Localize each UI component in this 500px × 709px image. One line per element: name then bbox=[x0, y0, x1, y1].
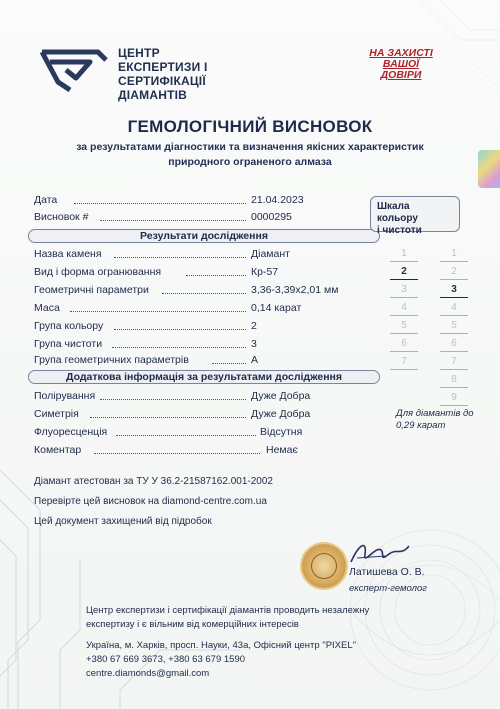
scale-title-line1: Шкала кольору bbox=[377, 201, 418, 224]
field-label: Група геометричних параметрів bbox=[34, 354, 189, 366]
field-value: Відсутня bbox=[260, 426, 303, 438]
org-name-line2: ЕКСПЕРТИЗИ І СЕРТИФІКАЦІЇ bbox=[118, 60, 208, 88]
result-row-geometry-group bbox=[34, 354, 364, 368]
field-label: Геометричні параметри bbox=[34, 284, 149, 296]
result-row-color-group bbox=[34, 320, 364, 334]
dotted-leader bbox=[94, 453, 260, 454]
color-grade-3: 3 bbox=[390, 284, 418, 298]
dotted-leader bbox=[112, 347, 246, 348]
additional-row-symmetry bbox=[34, 408, 364, 422]
clarity-grade-8: 8 bbox=[440, 374, 468, 388]
subtitle-line1: за результатами діагностики та визначення якісних характеристик bbox=[76, 141, 424, 153]
field-label: Назва каменя bbox=[34, 248, 102, 260]
result-row-cut bbox=[34, 266, 364, 280]
field-label: Висновок # bbox=[34, 211, 89, 223]
dotted-leader bbox=[70, 311, 246, 312]
result-row-stone-name bbox=[34, 248, 364, 262]
color-grade-5: 5 bbox=[390, 320, 418, 334]
field-row-date bbox=[34, 194, 364, 208]
field-label: Група чистоти bbox=[34, 338, 103, 350]
result-row-clarity-group bbox=[34, 338, 364, 352]
field-value: 0,14 карат bbox=[251, 302, 302, 314]
color-grade-7: 7 bbox=[390, 356, 418, 370]
field-label: Симетрія bbox=[34, 408, 79, 420]
result-row-mass bbox=[34, 302, 364, 316]
field-value: 3,36-3,39x2,01 мм bbox=[251, 284, 339, 296]
dotted-leader bbox=[186, 275, 246, 276]
badge-line2: ВАШОЇ bbox=[382, 58, 420, 70]
grade-scale-header bbox=[370, 196, 460, 236]
field-label: Полірування bbox=[34, 390, 96, 402]
dotted-leader bbox=[162, 293, 246, 294]
field-value: Дуже Добра bbox=[251, 390, 311, 402]
dotted-leader bbox=[114, 257, 246, 258]
footer-phones: +380 67 669 3673, +380 63 679 1590 bbox=[86, 654, 246, 665]
dotted-leader bbox=[212, 363, 246, 364]
clarity-grade-3: 3 bbox=[440, 284, 468, 298]
field-value: Дуже Добра bbox=[251, 408, 311, 420]
additional-section-header: Додаткова інформація за результатами дослідження bbox=[28, 370, 380, 384]
color-grade-4: 4 bbox=[390, 302, 418, 316]
field-value: 3 bbox=[251, 338, 257, 350]
protection-badge bbox=[356, 48, 446, 81]
org-name-line1: ЦЕНТР bbox=[118, 46, 160, 60]
footer-address: Україна, м. Харків, просп. Науки, 43а, Офісний центр "PIXEL" bbox=[86, 640, 357, 651]
field-value: Немає bbox=[266, 444, 298, 456]
official-seal bbox=[302, 544, 346, 588]
dotted-leader bbox=[74, 203, 246, 204]
footer-statement-line1: Центр експертизи і сертифікації діамантів проводить незалежну bbox=[86, 605, 370, 616]
field-label: Флуоресценція bbox=[34, 426, 108, 438]
signer-role: експерт-гемолог bbox=[349, 583, 427, 594]
result-row-geometry bbox=[34, 284, 364, 298]
field-label: Вид і форма огранювання bbox=[34, 266, 162, 278]
color-grade-1: 1 bbox=[390, 248, 418, 262]
results-section-header: Результати дослідження bbox=[28, 229, 380, 243]
signer-name: Латишева О. В. bbox=[349, 566, 425, 578]
certification-note: Діамант атестован за ТУ У 36.2-21587162.001-2002 bbox=[34, 476, 273, 487]
dotted-leader bbox=[114, 329, 246, 330]
footer-statement-line2: експертизу і є вільним від комерційних інтересів bbox=[86, 619, 299, 630]
clarity-grade-7: 7 bbox=[440, 356, 468, 370]
field-label: Маса bbox=[34, 302, 60, 314]
clarity-grade-5: 5 bbox=[440, 320, 468, 334]
subtitle-line2: природного ограненого алмаза bbox=[168, 156, 332, 168]
dotted-leader bbox=[116, 435, 256, 436]
scale-title-line2: і чистоти bbox=[377, 225, 422, 236]
organization-name bbox=[118, 46, 296, 102]
field-value: А bbox=[251, 354, 259, 366]
color-grade-6: 6 bbox=[390, 338, 418, 352]
field-value: Кр-57 bbox=[251, 266, 279, 278]
protection-note: Цей документ захищений від підробок bbox=[34, 516, 212, 527]
clarity-grade-2: 2 bbox=[440, 266, 468, 280]
field-label: Група кольору bbox=[34, 320, 104, 332]
org-name-line3: ДІАМАНТІВ bbox=[118, 88, 188, 102]
signature-graphic bbox=[345, 536, 415, 570]
clarity-grade-6: 6 bbox=[440, 338, 468, 352]
document-title: ГЕМОЛОГІЧНИЙ ВИСНОВОК bbox=[127, 117, 373, 136]
field-value: 2 bbox=[251, 320, 257, 332]
additional-row-comment bbox=[34, 444, 364, 458]
clarity-grade-1: 1 bbox=[440, 248, 468, 262]
dotted-leader bbox=[100, 220, 246, 221]
document-subtitle bbox=[30, 140, 470, 170]
verify-note: Перевірте цей висновок на diamond-centre.com.ua bbox=[34, 496, 267, 507]
scale-note-line1: Для діамантів до bbox=[396, 408, 474, 419]
organization-logo bbox=[36, 42, 296, 102]
hologram-sticker bbox=[478, 150, 500, 188]
color-grade-2: 2 bbox=[390, 266, 418, 280]
dotted-leader bbox=[100, 399, 246, 400]
diamond-logo-icon bbox=[36, 42, 110, 92]
field-label: Дата bbox=[34, 194, 58, 206]
field-value: 0000295 bbox=[251, 211, 292, 223]
scale-note bbox=[396, 408, 486, 432]
field-label: Коментар bbox=[34, 444, 82, 456]
field-value: Діамант bbox=[251, 248, 290, 260]
clarity-grade-9: 9 bbox=[440, 392, 468, 406]
badge-line3: ДОВІРИ bbox=[380, 69, 422, 81]
badge-line1: НА ЗАХИСТІ bbox=[369, 47, 433, 59]
field-value: 21.04.2023 bbox=[251, 194, 304, 206]
field-row-number bbox=[34, 211, 364, 225]
scale-note-line2: 0,29 карат bbox=[396, 420, 446, 431]
additional-row-polish bbox=[34, 390, 364, 404]
footer-email: centre.diamonds@gmail.com bbox=[86, 668, 210, 679]
additional-row-fluorescence bbox=[34, 426, 364, 440]
dotted-leader bbox=[90, 417, 246, 418]
clarity-grade-4: 4 bbox=[440, 302, 468, 316]
